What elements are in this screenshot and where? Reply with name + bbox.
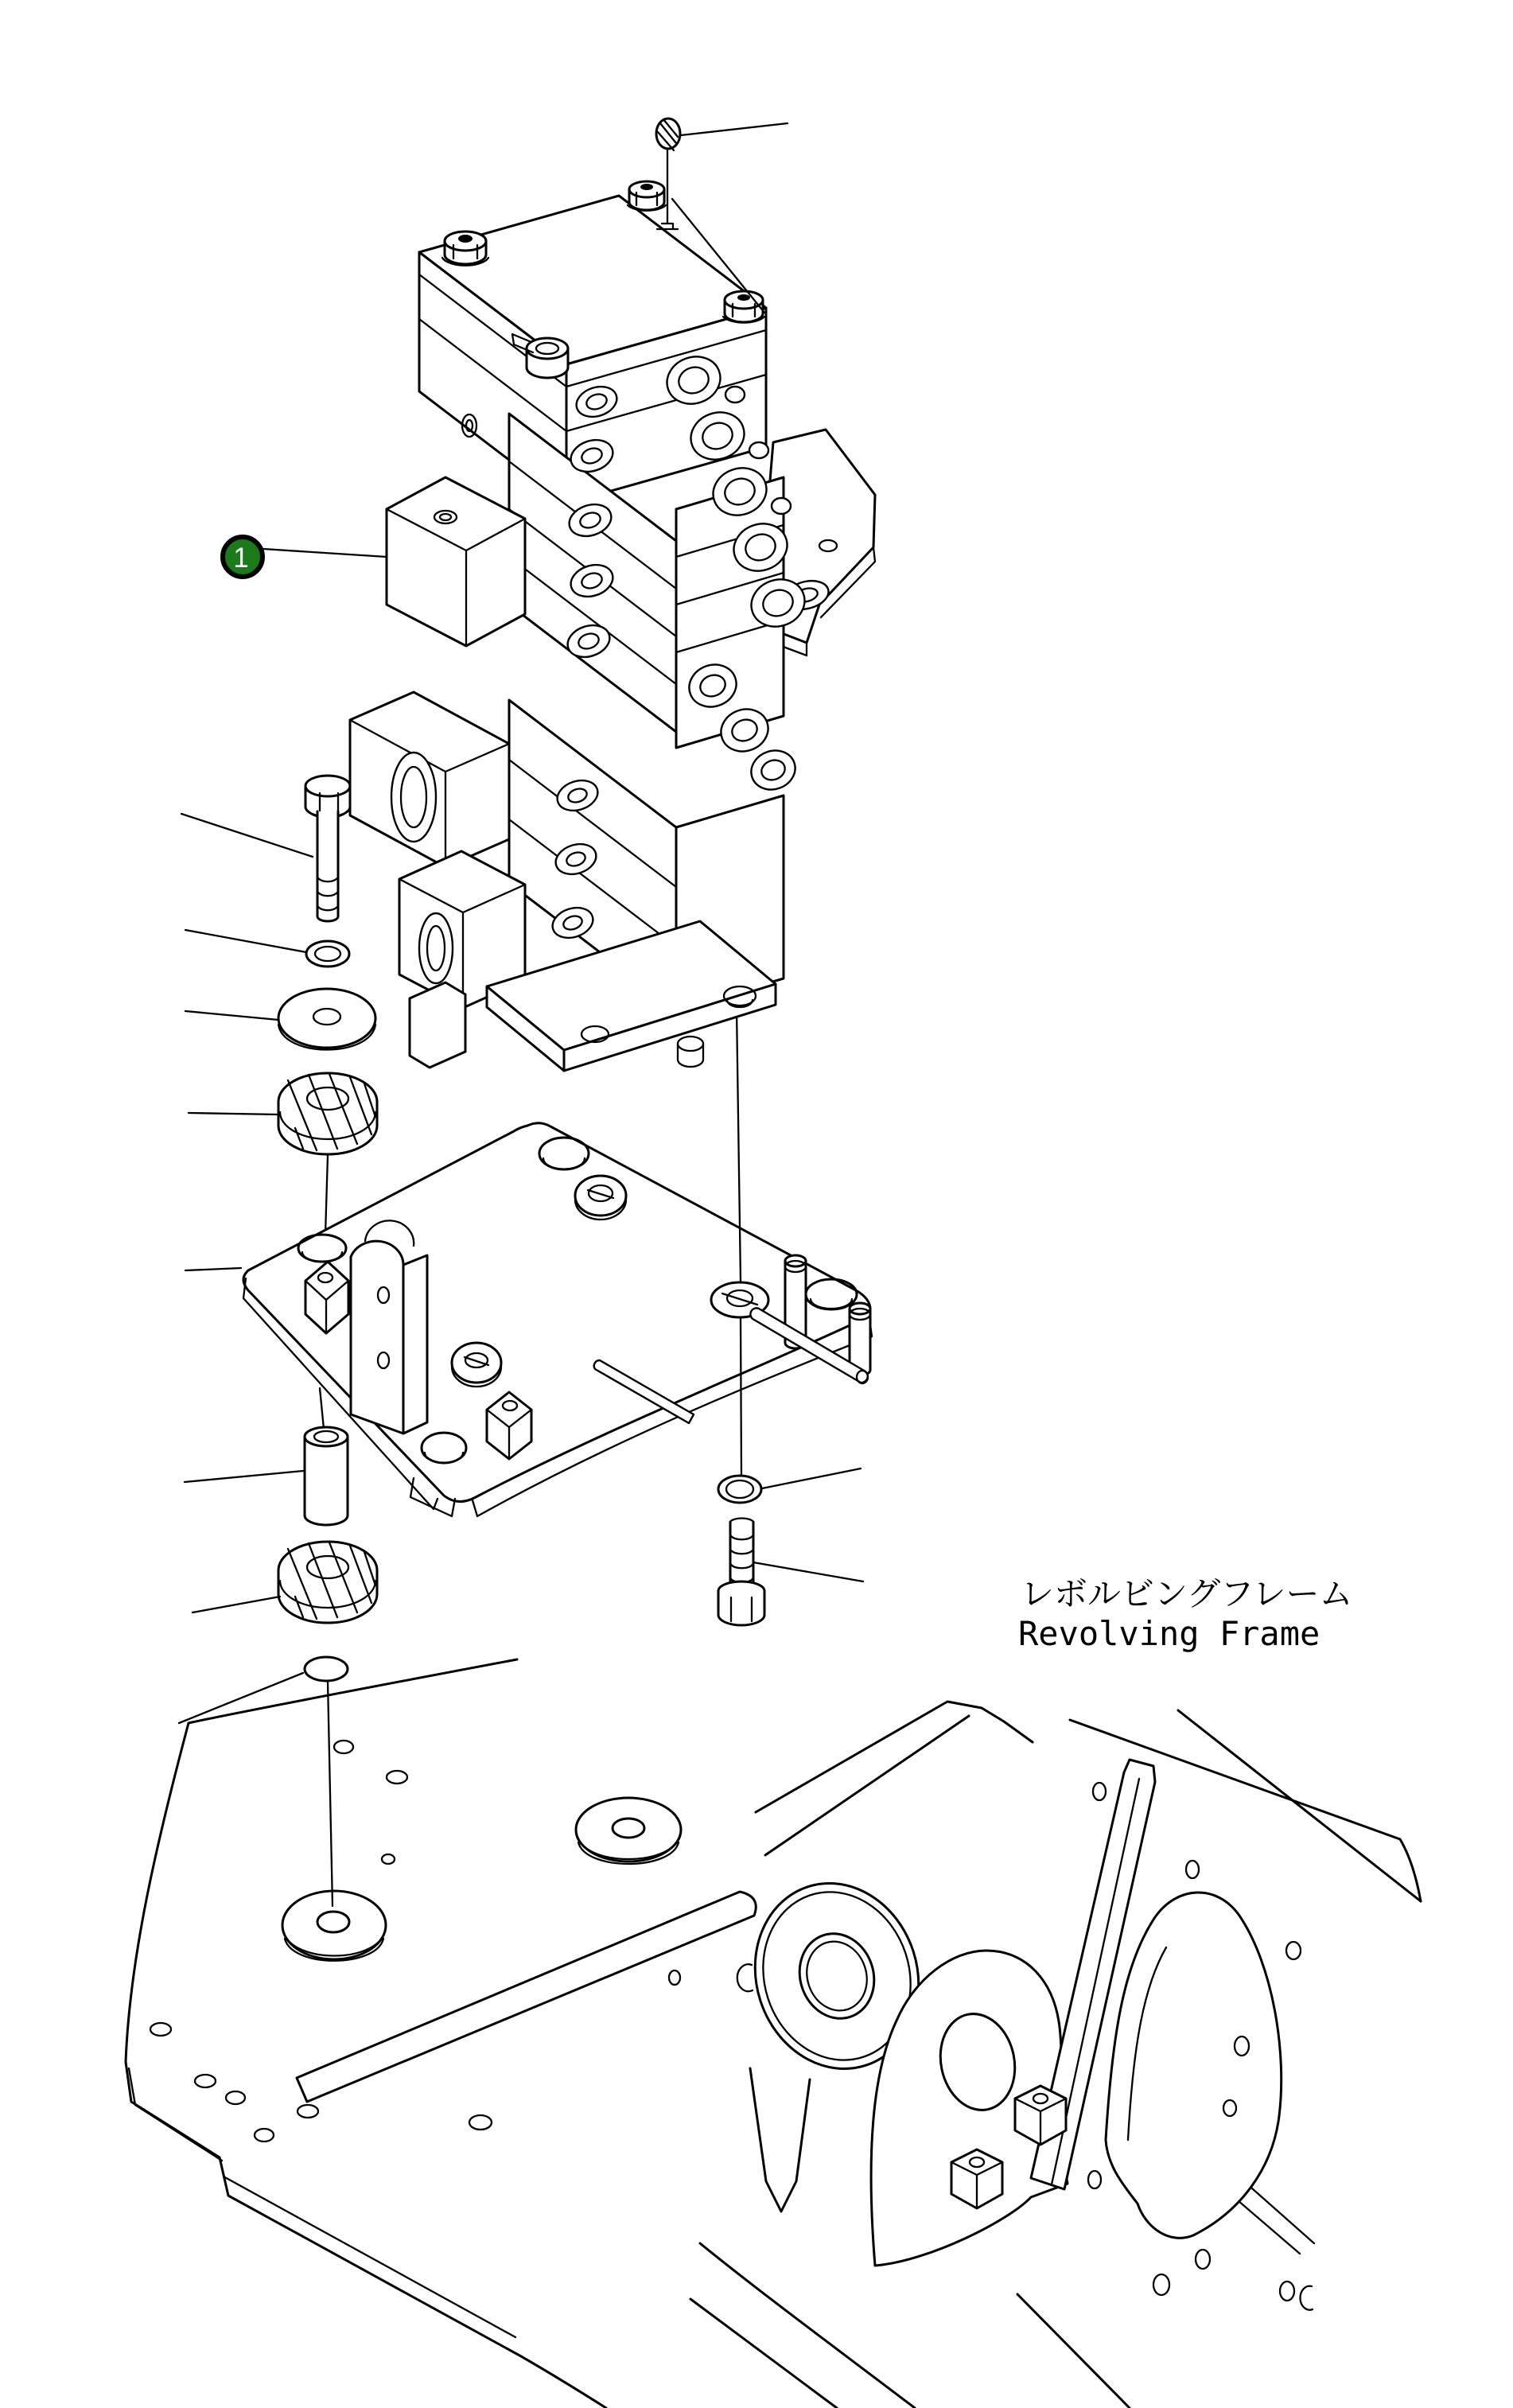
hex-bolt-inverted <box>718 1519 764 1625</box>
callout-number: 1 <box>233 543 249 574</box>
hex-nut <box>442 231 488 266</box>
control-valve-assembly <box>350 119 875 1071</box>
spacer-disc <box>278 989 375 1050</box>
frame-cube-block <box>951 2149 1002 2208</box>
grommet-ring <box>575 1176 626 1220</box>
frame-washer-disc <box>282 1891 386 1961</box>
caption-english: Revolving Frame <box>1018 1614 1320 1653</box>
hex-nut <box>723 291 764 323</box>
hex-nut <box>628 181 666 211</box>
spacer-tube <box>305 1388 348 1525</box>
valve-left-block <box>350 692 509 867</box>
valve-left-block <box>399 851 525 1068</box>
valve-left-wing <box>387 477 525 646</box>
washer <box>306 941 349 967</box>
caption <box>1018 1574 1352 1653</box>
hex-bolt <box>305 776 350 921</box>
callout-1[interactable] <box>223 537 263 577</box>
revolving-frame <box>126 1659 1421 2408</box>
washer <box>718 1476 761 1503</box>
frame-cube-block <box>1015 2086 1066 2145</box>
grommet-ring <box>452 1343 501 1387</box>
rubber-cushion <box>278 1542 377 1623</box>
caption-japanese: レボルビングフレーム <box>1021 1574 1353 1613</box>
frame-washer-disc <box>576 1798 681 1864</box>
oval-washer <box>305 1657 348 1681</box>
rubber-cushion <box>278 1073 377 1154</box>
top-screw <box>656 119 680 229</box>
